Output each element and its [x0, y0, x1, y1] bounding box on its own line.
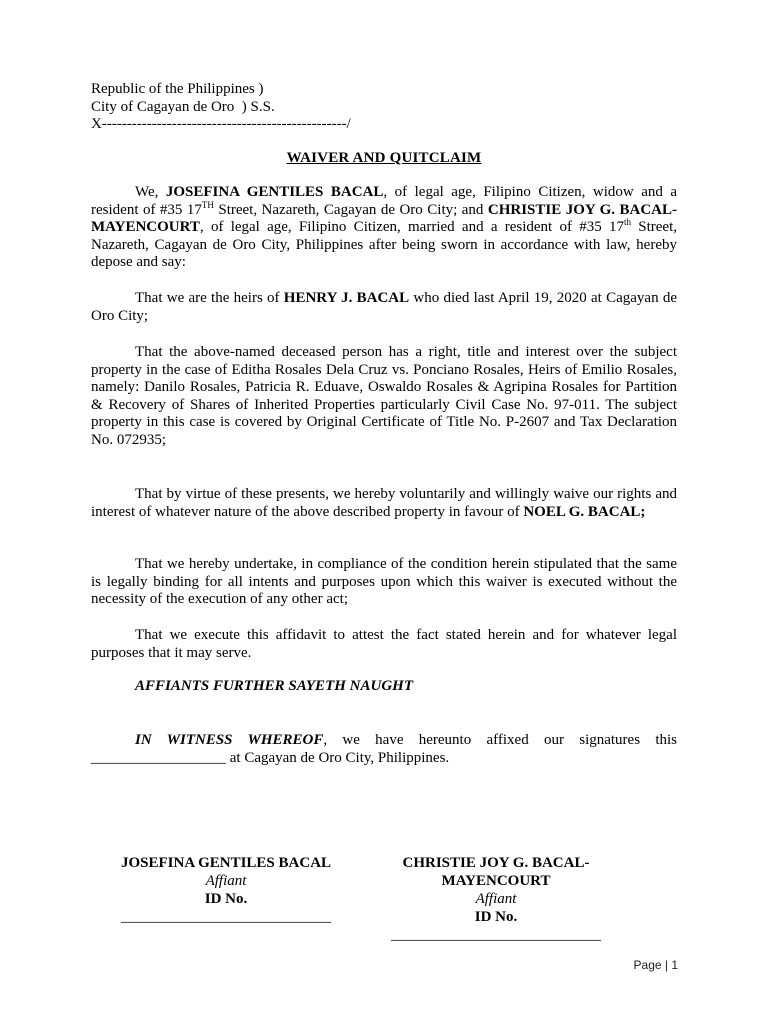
paragraph-witness: IN WITNESS WHEREOF, we have hereunto affixed our signatures this __________________ at Cagayan de Oro City, Philippines.: [91, 732, 677, 766]
caption-city: City of Cagayan de Oro ) S.S.: [91, 99, 275, 115]
paragraph-undertaking: That we hereby undertake, in compliance of the condition herein stipulated that the same is legally binding for all intents and purposes upon which this waiver is executed without the necessity of the execution of any other act;: [91, 556, 677, 607]
signatory-name: JOSEFINA GENTILES BACAL: [120, 855, 332, 871]
date-blank: __________________: [91, 749, 226, 766]
signatory-name-line1: CHRISTIE JOY G. BACAL-: [402, 855, 590, 871]
caption-separator: X-------------------------------------------------/: [91, 116, 351, 132]
beneficiary-name: NOEL G. BACAL;: [523, 503, 646, 520]
signatory-id-label: ID No.: [204, 891, 248, 907]
signature-line: ____________________________: [391, 927, 601, 943]
sayeth-naught-clause: AFFIANTS FURTHER SAYETH NAUGHT: [135, 678, 413, 694]
signature-line: ____________________________: [121, 909, 331, 925]
deceased-name: HENRY J. BACAL: [283, 290, 410, 306]
caption-republic: Republic of the Philippines ): [91, 81, 264, 97]
affiant-name-2: CHRISTIE JOY G. BACAL-MAYENCOURT: [91, 201, 677, 235]
paragraph-waiver: That by virtue of these presents, we hereby voluntarily and willingly waive our rights and interest of whatever nature of the above described property in favour of NOEL G. BACAL;: [91, 486, 677, 520]
paragraph-affidavit: That we execute this affidavit to attest the fact stated herein and for whatever legal purposes that it may serve.: [91, 627, 677, 661]
signatory-role: Affiant: [475, 891, 517, 907]
signatory-role: Affiant: [205, 873, 247, 889]
paragraph-heirs: That we are the heirs of HENRY J. BACAL who died last April 19, 2020 at Cagayan de Oro City;: [91, 290, 677, 324]
signature-block-2: [376, 854, 616, 944]
signatory-id-label: ID No.: [474, 909, 518, 925]
paragraph-affiants: We, JOSEFINA GENTILES BACAL, of legal age, Filipino Citizen, widow and a resident of #35 17TH Street, Nazareth, Cagayan de Oro City; and CHRISTIE JOY G. BACAL-MAYENCOURT, of legal age, Filipino Citizen, married and a resident of #35 17th Street, Nazareth, Cagayan de Oro City, Philippines after being sworn in accordance with law, hereby depose and say:: [91, 184, 677, 270]
document-title: WAIVER AND QUITCLAIM: [286, 150, 482, 166]
witness-lead: IN WITNESS WHEREOF: [135, 732, 324, 748]
page-number: Page | 1: [633, 958, 678, 972]
paragraph-property: That the above-named deceased person has a right, title and interest over the subject property in the case of Editha Rosales Dela Cruz vs. Ponciano Rosales, Heirs of Emilio Rosales, namely: Danilo Rosales, Patricia R. Eduave, Oswaldo Rosales & Agripina Rosales for Partition & Recovery of Shares of Inherited Properties particularly Civil Case No. 97-011. The subject property in this case is covered by Original Certificate of Title No. P-2607 and Tax Declaration No. 072935;: [91, 344, 677, 448]
signature-block-1: [100, 854, 352, 926]
affiant-name-1: JOSEFINA GENTILES BACAL: [165, 184, 384, 200]
signatory-name-line2: MAYENCOURT: [441, 873, 551, 889]
